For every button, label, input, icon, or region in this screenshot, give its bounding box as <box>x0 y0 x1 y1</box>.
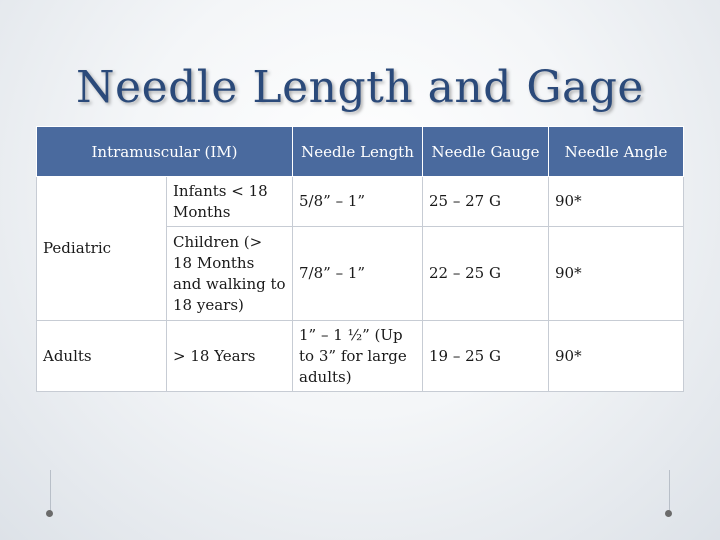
left-bullet-dot <box>46 510 53 517</box>
category-cell: Adults <box>37 321 167 392</box>
gauge-cell: 19 – 25 G <box>423 321 549 392</box>
table-header-row <box>37 127 684 177</box>
angle-cell: 90* <box>549 227 684 321</box>
right-rail-line <box>669 470 670 514</box>
subgroup-cell: Children (> 18 Months and walking to 18 years) <box>167 227 293 321</box>
angle-cell: 90* <box>549 321 684 392</box>
right-bullet-dot <box>665 510 672 517</box>
header-needle-gauge: Needle Gauge <box>423 127 549 177</box>
table-row <box>37 321 684 392</box>
length-cell: 1” – 1 ½” (Up to 3” for large adults) <box>293 321 423 392</box>
needle-table <box>36 126 684 392</box>
header-im: Intramuscular (IM) <box>37 127 293 177</box>
angle-cell: 90* <box>549 177 684 227</box>
header-needle-angle: Needle Angle <box>549 127 684 177</box>
category-cell: Pediatric <box>37 177 167 321</box>
gauge-cell: 22 – 25 G <box>423 227 549 321</box>
gauge-cell: 25 – 27 G <box>423 177 549 227</box>
slide-title: Needle Length and Gage <box>76 62 644 113</box>
subgroup-cell: > 18 Years <box>167 321 293 392</box>
left-rail-line <box>50 470 51 514</box>
length-cell: 5/8” – 1” <box>293 177 423 227</box>
header-needle-length: Needle Length <box>293 127 423 177</box>
length-cell: 7/8” – 1” <box>293 227 423 321</box>
table-row <box>37 177 684 227</box>
subgroup-cell: Infants < 18 Months <box>167 177 293 227</box>
